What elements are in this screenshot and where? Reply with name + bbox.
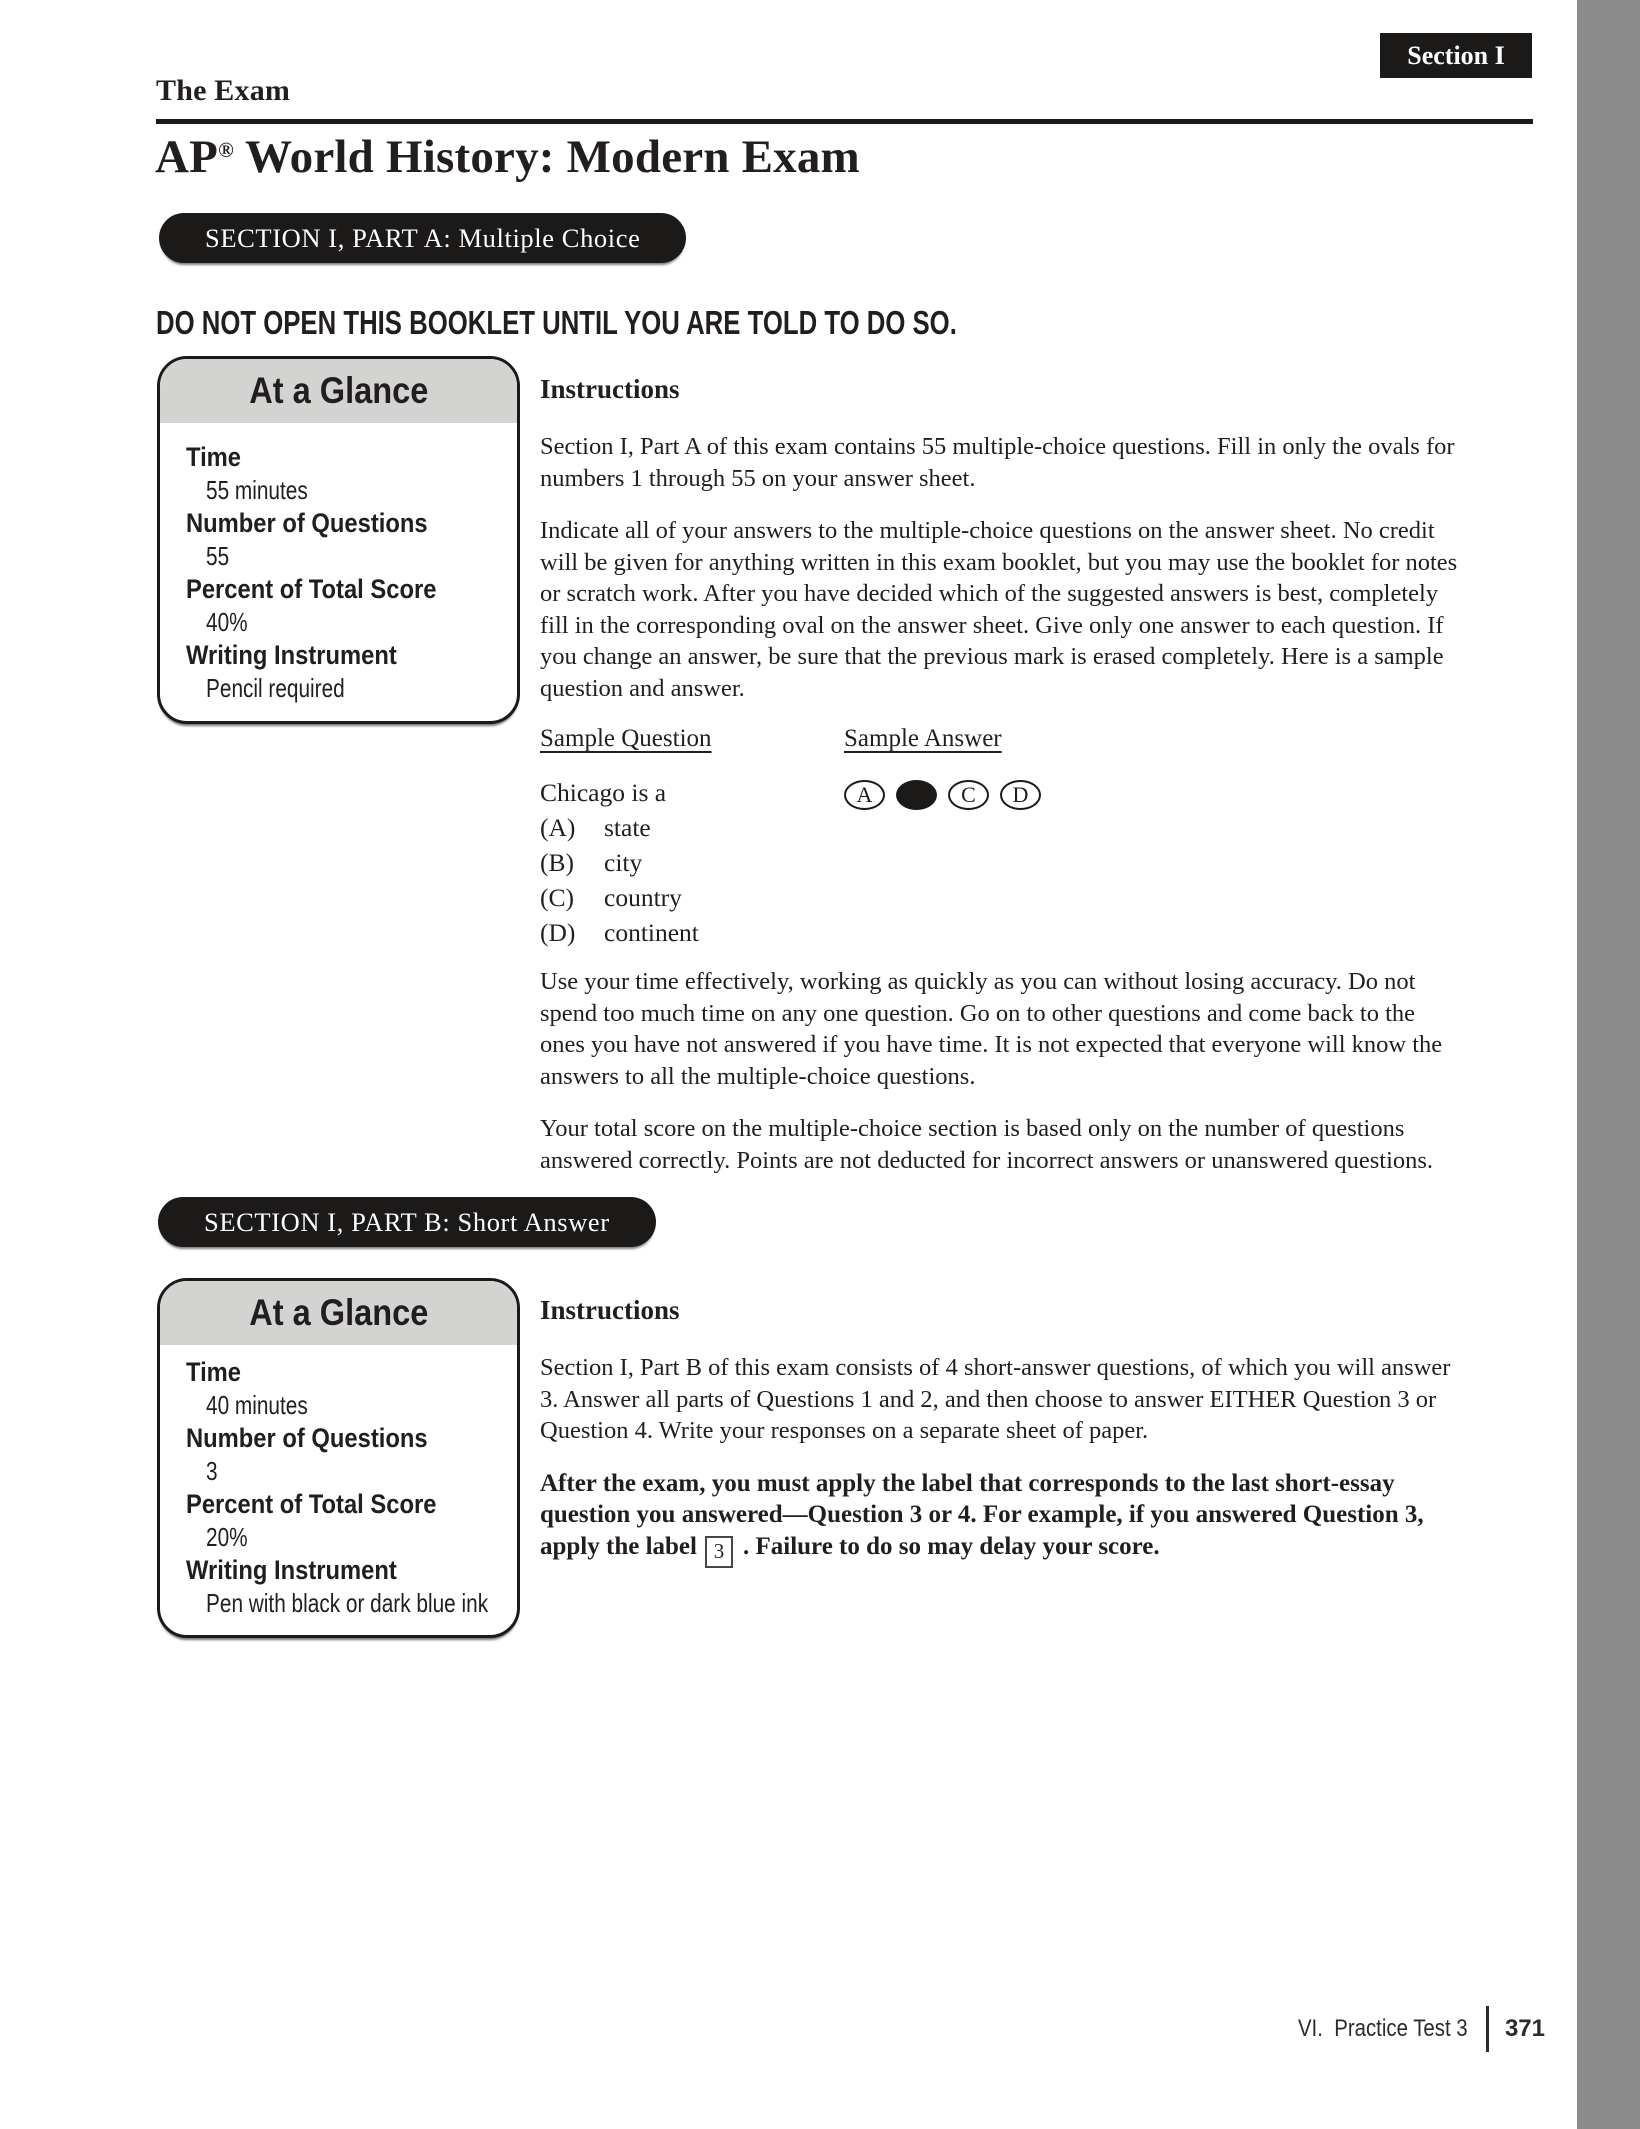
header-rule [156,119,1533,124]
sample-option: (A) state [540,813,651,842]
answer-bubble-row [844,780,1041,810]
glance-value: Pencil required [206,673,345,703]
at-a-glance-box-part-a [157,356,520,724]
at-a-glance-body [160,423,517,705]
glance-value: Pen with black or dark blue ink [206,1588,489,1618]
title-rest: World History: Modern Exam [233,131,860,183]
footer-breadcrumb: VI. Practice Test 3 [1298,2015,1468,2042]
page-number: 371 [1504,2015,1545,2042]
at-a-glance-header [160,359,517,423]
at-a-glance-box-part-b [157,1278,520,1638]
instructions-paragraph: Use your time effectively, working as quickly as you can without losing accuracy. Do not spend too much time on any one question. Go on to other questions and come back to the ones you have not answered if you have time. It is not expected that everyone will know the answers to all the multiple-choice questions. [540,968,1443,1090]
sample-question-heading: Sample Question [540,725,712,752]
instructions-paragraph: Section I, Part A of this exam contains 55 multiple-choice questions. Fill in only the ovals for numbers 1 through 55 on your answer sheet. [540,433,1455,492]
at-a-glance-title: At a Glance [248,1292,429,1333]
glance-value: 55 [206,541,230,571]
sample-option: (D) continent [540,918,699,947]
sample-question-answer-block [540,725,1530,950]
instructions-paragraph: Indicate all of your answers to the multiple-choice questions on the answer sheet. No credit will be given for anything written in this exam booklet, but you may use the booklet for notes or scratch work. After you have decided which of the suggested answers is best, completely fill in the corresponding oval on the answer sheet. Give only one answer to each question. If you change an answer, be sure that the previous mark is erased completely. Here is a sample question and answer. [540,517,1458,702]
label-warning-line3: apply the label 3 . Failure to do so may delay your score. [540,1531,1530,1568]
sample-question-stem: Chicago is a [540,778,667,807]
warning-text: DO NOT OPEN THIS BOOKLET UNTIL YOU ARE TOLD TO DO SO. [156,304,957,341]
glance-value: 55 minutes [206,475,308,505]
glance-label: Percent of Total Score [186,1489,437,1519]
at-a-glance-header [160,1281,517,1345]
section-part-a-pill: SECTION I, PART A: Multiple Choice [159,213,686,263]
sample-question-column [540,725,844,950]
instructions-part-a [540,374,1530,1197]
glance-value: 40 minutes [206,1390,308,1420]
section-badge-label: Section I [1407,40,1505,70]
chapter-title: The Exam [156,74,291,107]
answer-bubble-d: D [1000,780,1041,810]
at-a-glance-body [160,1345,517,1620]
sample-option: (C) country [540,883,682,912]
glance-label: Writing Instrument [186,1555,397,1585]
warning-heading [156,304,1183,342]
page-edge-strip [1577,0,1640,2129]
page-footer [1268,2006,1545,2052]
instructions-part-b [540,1295,1530,1568]
page-title [155,130,860,184]
glance-value: 20% [206,1522,248,1552]
sample-option: (B) city [540,848,643,877]
section-badge [1380,33,1532,78]
instructions-paragraph: Your total score on the multiple-choice section is based only on the number of questions answered correctly. Points are not deducted for incorrect answers or unanswered questions. [540,1115,1434,1174]
label-3-box: 3 [705,1536,733,1568]
sample-answer-column [844,725,1041,950]
answer-bubble-b-filled [896,780,937,810]
instructions-paragraph: Section I, Part B of this exam consists of 4 short-answer questions, of which you will answer 3. Answer all parts of Questions 1 and 2, and then choose to answer EITHER Question 3 or Question 4. Write your responses on a separate sheet of paper. [540,1354,1451,1444]
answer-bubble-a: A [844,780,885,810]
glance-label: Percent of Total Score [186,574,437,604]
glance-value: 40% [206,607,248,637]
sample-answer-heading: Sample Answer [844,725,1002,752]
instructions-heading: Instructions [540,1295,680,1325]
registered-mark: ® [218,138,234,162]
glance-label: Writing Instrument [186,640,397,670]
section-part-b-pill: SECTION I, PART B: Short Answer [158,1197,656,1247]
glance-label: Time [186,442,242,472]
answer-bubble-c: C [948,780,989,810]
glance-label: Time [186,1357,242,1387]
glance-label: Number of Questions [186,508,428,538]
title-prefix: AP [155,131,219,183]
glance-label: Number of Questions [186,1423,428,1453]
footer-divider [1486,2006,1489,2052]
label-warning-paragraph: After the exam, you must apply the label that corresponds to the last short-essay question you answered—Question 3 or 4. For example, if you answered Question 3, [540,1469,1424,1528]
glance-value: 3 [206,1456,218,1486]
instructions-heading: Instructions [540,374,680,404]
at-a-glance-title: At a Glance [248,370,429,411]
